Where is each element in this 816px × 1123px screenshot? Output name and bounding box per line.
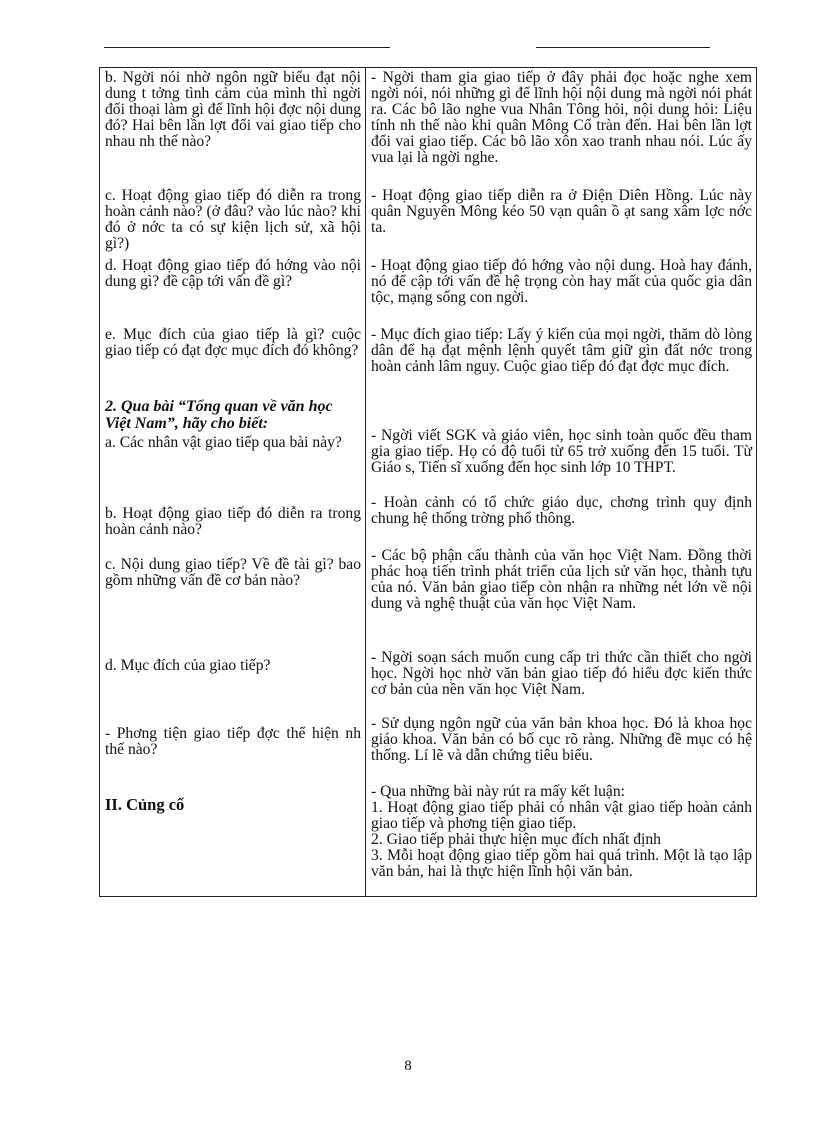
question-1b: b. Ngời nói nhờ ngôn ngữ biểu đạt nội dung t tởng tình cảm của mình thì ngời đối thoại làm gì để lĩnh hội đợc nội dung đó? Hai bên lần lợt đổi vai giao tiếp cho nhau nh thế nào? (105, 69, 361, 150)
answers-column (366, 68, 757, 897)
answer-2b: - Hoàn cảnh có tổ chức giáo dục, chơng trình quy định chung hệ thống trờng phổ thông. (371, 494, 752, 527)
section-2-title: 2. Qua bài “Tổng quan về văn học Việt Nam”, hãy cho biết: (105, 398, 333, 432)
lesson-table (99, 67, 757, 897)
question-2d: d. Mục đích của giao tiếp? (105, 657, 271, 674)
question-2b: b. Hoạt động giao tiếp đó diễn ra trong hoàn cảnh nào? (105, 505, 361, 538)
question-1c: c. Hoạt động giao tiếp đó diễn ra trong hoàn cảnh nào? (ở đâu? vào lúc nào? khi đó ở nớc ta có sự kiện lịch sử, xã hội gì?) (105, 187, 361, 252)
question-2c: c. Nội dung giao tiếp? Về đề tài gì? bao gồm những vấn đề cơ bản nào? (105, 556, 361, 589)
question-2a: a. Các nhân vật giao tiếp qua bài này? (105, 434, 342, 451)
section-consolidation-title: II. Củng cố (105, 795, 185, 814)
question-1d: d. Hoạt động giao tiếp đó hớng vào nội dung gì? đề cập tới vấn đề gì? (105, 257, 361, 290)
conclusion-intro: - Qua những bài này rút ra mấy kết luận: (371, 783, 625, 800)
answer-2e: - Sử dụng ngôn ngữ của văn bản khoa học. Đó là khoa học giáo khoa. Văn bản có bố cục rõ ràng. Những đề mục có hệ thống. Lí lẽ và dẫn chứng tiêu biểu. (371, 715, 752, 764)
question-1e: e. Mục đích của giao tiếp là gì? cuộc giao tiếp có đạt đợc mục đích đó không? (105, 326, 361, 359)
answer-2d: - Ngời soạn sách muốn cung cấp tri thức cần thiết cho ngời học. Ngời học nhờ văn bản giao tiếp đó hiểu đợc kiến thức cơ bản của nền văn học Việt Nam. (371, 649, 752, 698)
table-row (100, 68, 757, 897)
header-rule-left (104, 47, 390, 48)
questions-column (100, 68, 366, 897)
answer-2c: - Các bộ phận cấu thành của văn học Việt Nam. Đồng thời phác hoạ tiến trình phát triển của lịch sử văn học, thành tựu của nó. Văn bản giao tiếp còn nhận ra những nét lớn về nội dung và nghệ thuật của văn học Việt Nam. (371, 547, 752, 612)
conclusion-3: 3. Mỗi hoạt động giao tiếp gồm hai quá trình. Một là tạo lập văn bản, hai là thực hiện lĩnh hội văn bản. (371, 847, 752, 880)
answer-1c: - Hoạt động giao tiếp diễn ra ở Điện Diên Hồng. Lúc này quân Nguyên Mông kéo 50 vạn quân ồ ạt sang xâm lợc nớc ta. (371, 187, 752, 236)
question-2e: - Phơng tiện giao tiếp đợc thể hiện nh thế nào? (105, 725, 361, 758)
answer-1d: - Hoạt động giao tiếp đó hớng vào nội dung. Hoà hay đánh, nó để cập tới vấn đề hệ trọng còn hay mất của quốc gia dân tộc, mạng sống con ngời. (371, 257, 752, 306)
page-number: 8 (404, 1058, 412, 1074)
header-rule-right (536, 47, 710, 48)
answer-1e: - Mục đích giao tiếp: Lấy ý kiến của mọi ngời, thăm dò lòng dân để hạ đạt mệnh lệnh quyết tâm giữ gìn đất nớc trong hoàn cảnh lâm nguy. Cuộc giao tiếp đó đạt đợc mục đích. (371, 326, 752, 375)
answer-2a: - Ngời viết SGK và giáo viên, học sinh toàn quốc đều tham gia giao tiếp. Họ có độ tuổi từ 65 trở xuống đến 15 tuổi. Từ Giáo s, Tiến sĩ xuống đến học sinh lớp 10 THPT. (371, 427, 752, 476)
conclusion-2: 2. Giao tiếp phải thực hiện mục đích nhất định (371, 831, 661, 848)
answer-1b: - Ngời tham gia giao tiếp ở đây phải đọc hoặc nghe xem ngời nói, nói những gì để lĩnh hội nội dung mà ngời nói phát ra. Các bô lão nghe vua Nhân Tông hỏi, nội dung hỏi: Liệu tính nh thế nào khi quân Mông Cổ tràn đến. Hai bên lần lợt đổi vai giao tiếp. Các bô lão xôn xao tranh nhau nói. Lúc ấy vua lại là ngời nghe. (371, 69, 752, 166)
conclusion-1: 1. Hoạt động giao tiếp phải có nhân vật giao tiếp hoàn cảnh giao tiếp và phơng tiện giao tiếp. (371, 799, 752, 832)
